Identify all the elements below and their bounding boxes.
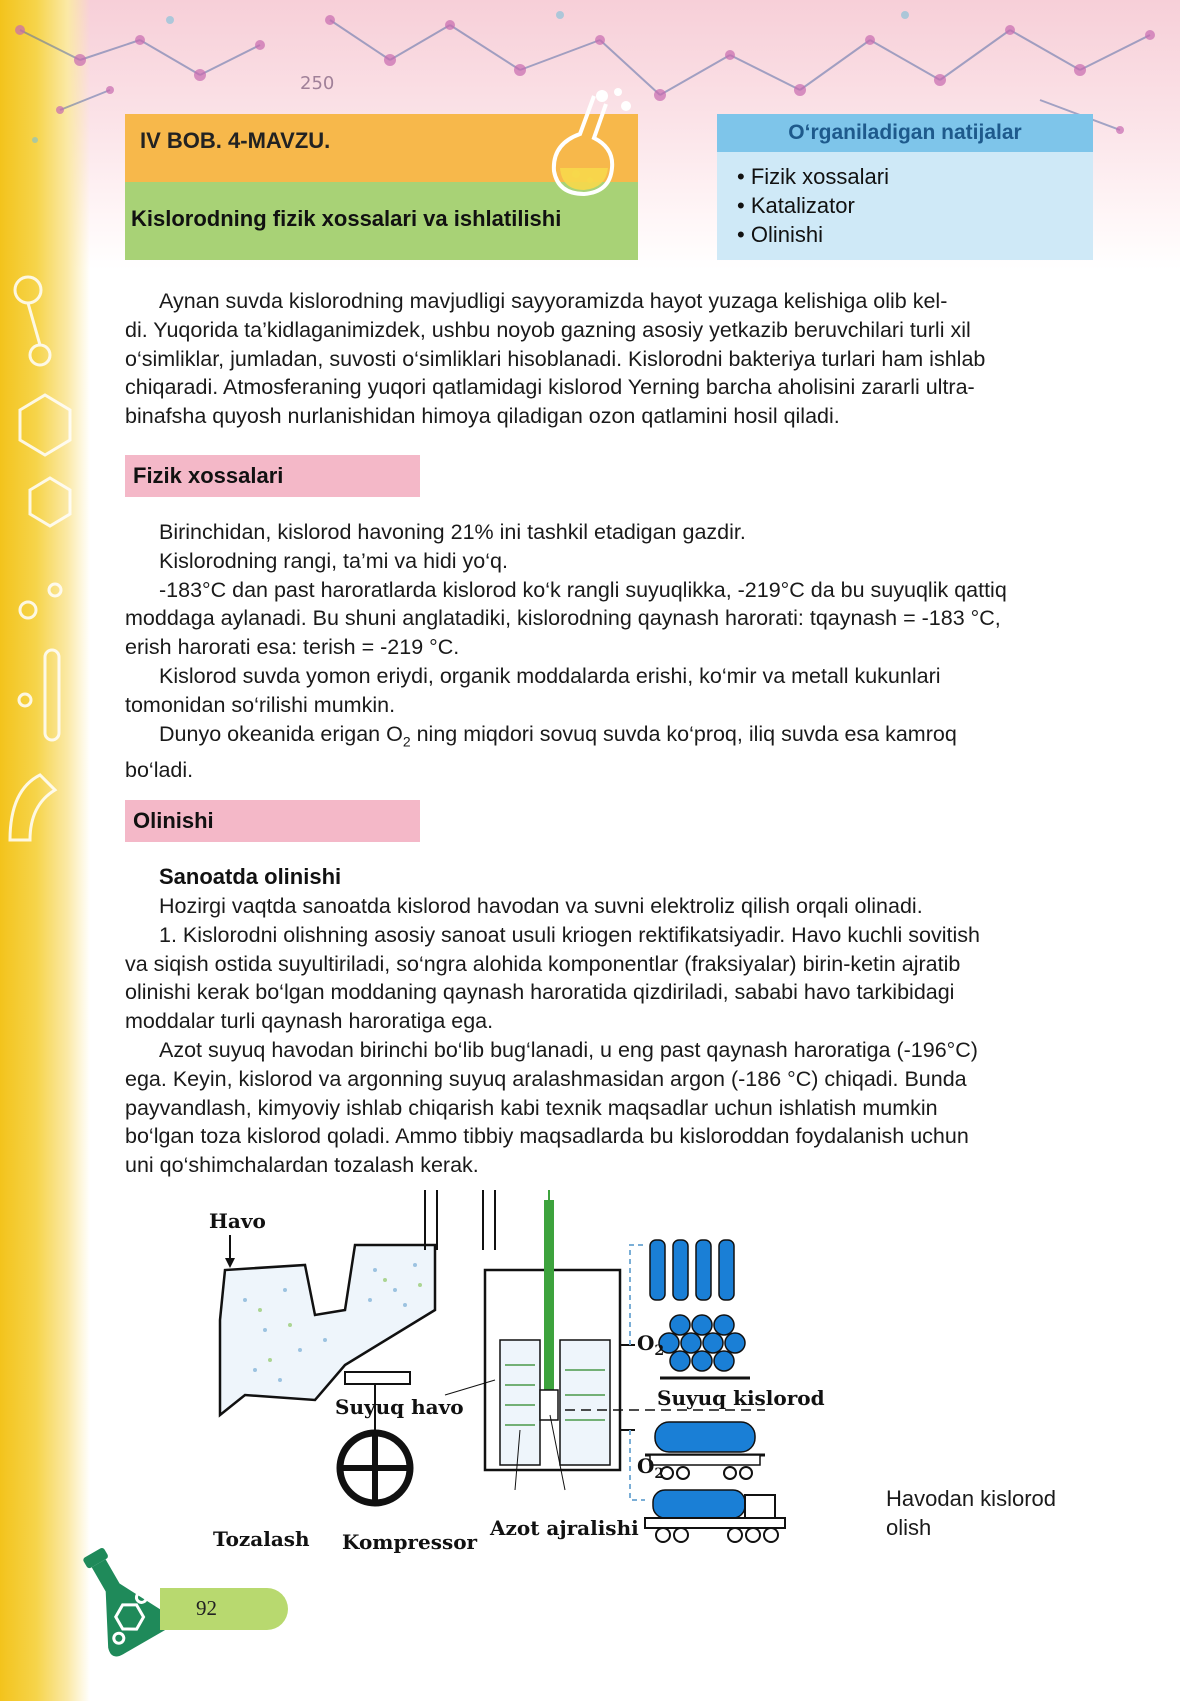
label-o2-top: $O_2$ bbox=[637, 1331, 665, 1359]
fizik-paragraphs bbox=[125, 518, 1095, 784]
fizik-p1: Birinchidan, kislorod havoning 21% ini tashkil etadigan gazdir. bbox=[159, 520, 746, 544]
industrial-subheading: Sanoatda olinishi bbox=[159, 864, 342, 889]
outcome-item: • Olinishi bbox=[737, 220, 1093, 249]
compressor-filter bbox=[345, 1372, 410, 1384]
intro-line: Aynan suvda kislorodning mavjudligi sayyoramizda hayot yuzaga kelishiga olib kel- bbox=[159, 289, 948, 313]
outcomes-list bbox=[717, 152, 1093, 249]
fizik-p4-line: Kislorod suvda yomon eriydi, organik moddalarda erishi, ko‘mir va metall kukunlari bbox=[159, 663, 941, 688]
label-o2-bottom: $O_2$ bbox=[637, 1454, 665, 1482]
label-liquid-air: Suyuq havo bbox=[335, 1395, 464, 1419]
label-nitrogen-separation: Azot ajralishi bbox=[490, 1516, 639, 1540]
label-compressor: Kompressor bbox=[342, 1530, 478, 1554]
fizik-p2: Kislorodning rangi, ta’mi va hidi yo‘q. bbox=[159, 548, 508, 573]
banner-scale-number: 250 bbox=[300, 73, 335, 94]
o2-subscript: 2 bbox=[402, 732, 411, 749]
left-chemistry-decor bbox=[0, 230, 90, 880]
outcome-item: • Fizik xossalari bbox=[737, 162, 1093, 191]
label-havo: Havo bbox=[209, 1209, 266, 1233]
flask-icon bbox=[532, 86, 642, 201]
fizik-p3-line: -183°C dan past haroratlarda kislorod ko‘k rangli suyuqlikka, -219°C da bu suyuqlik qattiq bbox=[159, 577, 1007, 602]
transfer-pipe bbox=[425, 1190, 495, 1250]
fizik-p5-text: Dunyo okeanida erigan O bbox=[159, 721, 403, 746]
olinishi-p3-line: uni qo‘shimchalardan tozalash kerak. bbox=[125, 1153, 479, 1178]
section-heading-olinishi bbox=[125, 800, 420, 842]
outcomes-panel bbox=[717, 152, 1093, 260]
figure-caption bbox=[886, 1484, 1086, 1542]
olinishi-p2-line: olinishi kerak bo‘lgan moddaning qaynash haroratida qizdiriladi, sababi havo tarkibidagi bbox=[125, 980, 955, 1005]
fizik-p3-line: moddaga aylanadi. Bu shuni anglatadiki, kislorodning qaynash harorati: tqaynash = -183 °C, bbox=[125, 606, 1001, 631]
page-number-pill bbox=[160, 1588, 288, 1630]
chapter-label: IV BOB. 4-MAVZU. bbox=[140, 128, 331, 153]
olinishi-paragraphs bbox=[125, 892, 1095, 1180]
fizik-p4-line: tomonidan so‘rilishi mumkin. bbox=[125, 692, 396, 717]
nitrogen-outlet-tube bbox=[544, 1200, 554, 1405]
olinishi-p3-line: payvandlash, kimyoviy ishlab chiqarish kabi texnik maqsadlar uchun ishlatish mumkin bbox=[125, 1095, 938, 1120]
fizik-p5-text: ning miqdori sovuq suvda ko‘proq, iliq suvda esa kamroq bbox=[410, 721, 957, 746]
outcomes-title: O‘rganiladigan natijalar bbox=[788, 121, 1022, 144]
purification-chamber bbox=[220, 1245, 435, 1415]
intro-line: di. Yuqorida ta’kidlaganimizdek, ushbu noyob gazning asosiy yetkazib beruvchilari turli xil bbox=[125, 317, 971, 342]
oxygen-production-diagram bbox=[205, 1190, 865, 1570]
intro-paragraph bbox=[125, 287, 1095, 431]
label-liquid-oxygen: Suyuq kislorod bbox=[657, 1386, 825, 1410]
intro-line: chiqaradi. Atmosferaning yuqori qatlamidagi kislorod Yerning barcha aholisini zararli ultra- bbox=[125, 375, 975, 400]
fizik-p5-line bbox=[125, 720, 1095, 756]
tanker-truck bbox=[645, 1490, 785, 1542]
outcome-item: • Katalizator bbox=[737, 191, 1093, 220]
olinishi-p1: Hozirgi vaqtda sanoatda kislorod havodan va suvni elektroliz qilish orqali olinadi. bbox=[159, 894, 923, 918]
olinishi-p3-line: ega. Keyin, kislorod va argonning suyuq aralashmasidan argon (-186 °C) chiqadi. Bunda bbox=[125, 1066, 967, 1091]
oxygen-cylinders bbox=[650, 1240, 734, 1300]
olinishi-p2-line: 1. Kislorodni olishning asosiy sanoat usuli kriogen rektifikatsiyadir. Havo kuchli sovitish bbox=[159, 922, 980, 947]
section-heading-fizik bbox=[125, 455, 420, 497]
olinishi-p2-line: moddalar turli qaynash haroratiga ega. bbox=[125, 1009, 494, 1034]
fizik-p3-line: erish harorati esa: terish = -219 °C. bbox=[125, 635, 460, 660]
cylinder-bundle bbox=[659, 1315, 745, 1371]
olinishi-p3-line: bo‘lgan toza kislorod qoladi. Ammo tibbiy maqsadlarda bu kisloroddan foydalanish uchun bbox=[125, 1124, 969, 1149]
caption-line: Havodan kislorod bbox=[886, 1486, 1056, 1511]
caption-line: olish bbox=[886, 1515, 932, 1540]
intro-line: binafsha quyosh nurlanishidan himoya qiladigan ozon qatlamini hosil qiladi. bbox=[125, 404, 840, 429]
olinishi-p3-line: Azot suyuq havodan birinchi bo‘lib bug‘lanadi, u eng past qaynash haroratiga (-196°C) bbox=[159, 1037, 978, 1062]
section-heading-label: Fizik xossalari bbox=[133, 463, 284, 488]
fizik-p5-end: bo‘ladi. bbox=[125, 757, 194, 782]
label-purification: Tozalash bbox=[213, 1527, 310, 1551]
intro-line: o‘simliklar, jumladan, suvosti o‘simliklari hisoblanadi. Kislorodni bakteriya turlari ham ishlab bbox=[125, 346, 986, 371]
outcomes-header bbox=[717, 114, 1093, 152]
page-number: 92 bbox=[196, 1596, 217, 1620]
topic-title: Kislorodning fizik xossalari va ishlatilishi bbox=[131, 206, 562, 231]
section-heading-label: Olinishi bbox=[133, 808, 214, 833]
olinishi-p2-line: va siqish ostida suyultiriladi, so‘ngra alohida komponentlar (fraksiyalar) birin-ketin ajratib bbox=[125, 951, 961, 976]
